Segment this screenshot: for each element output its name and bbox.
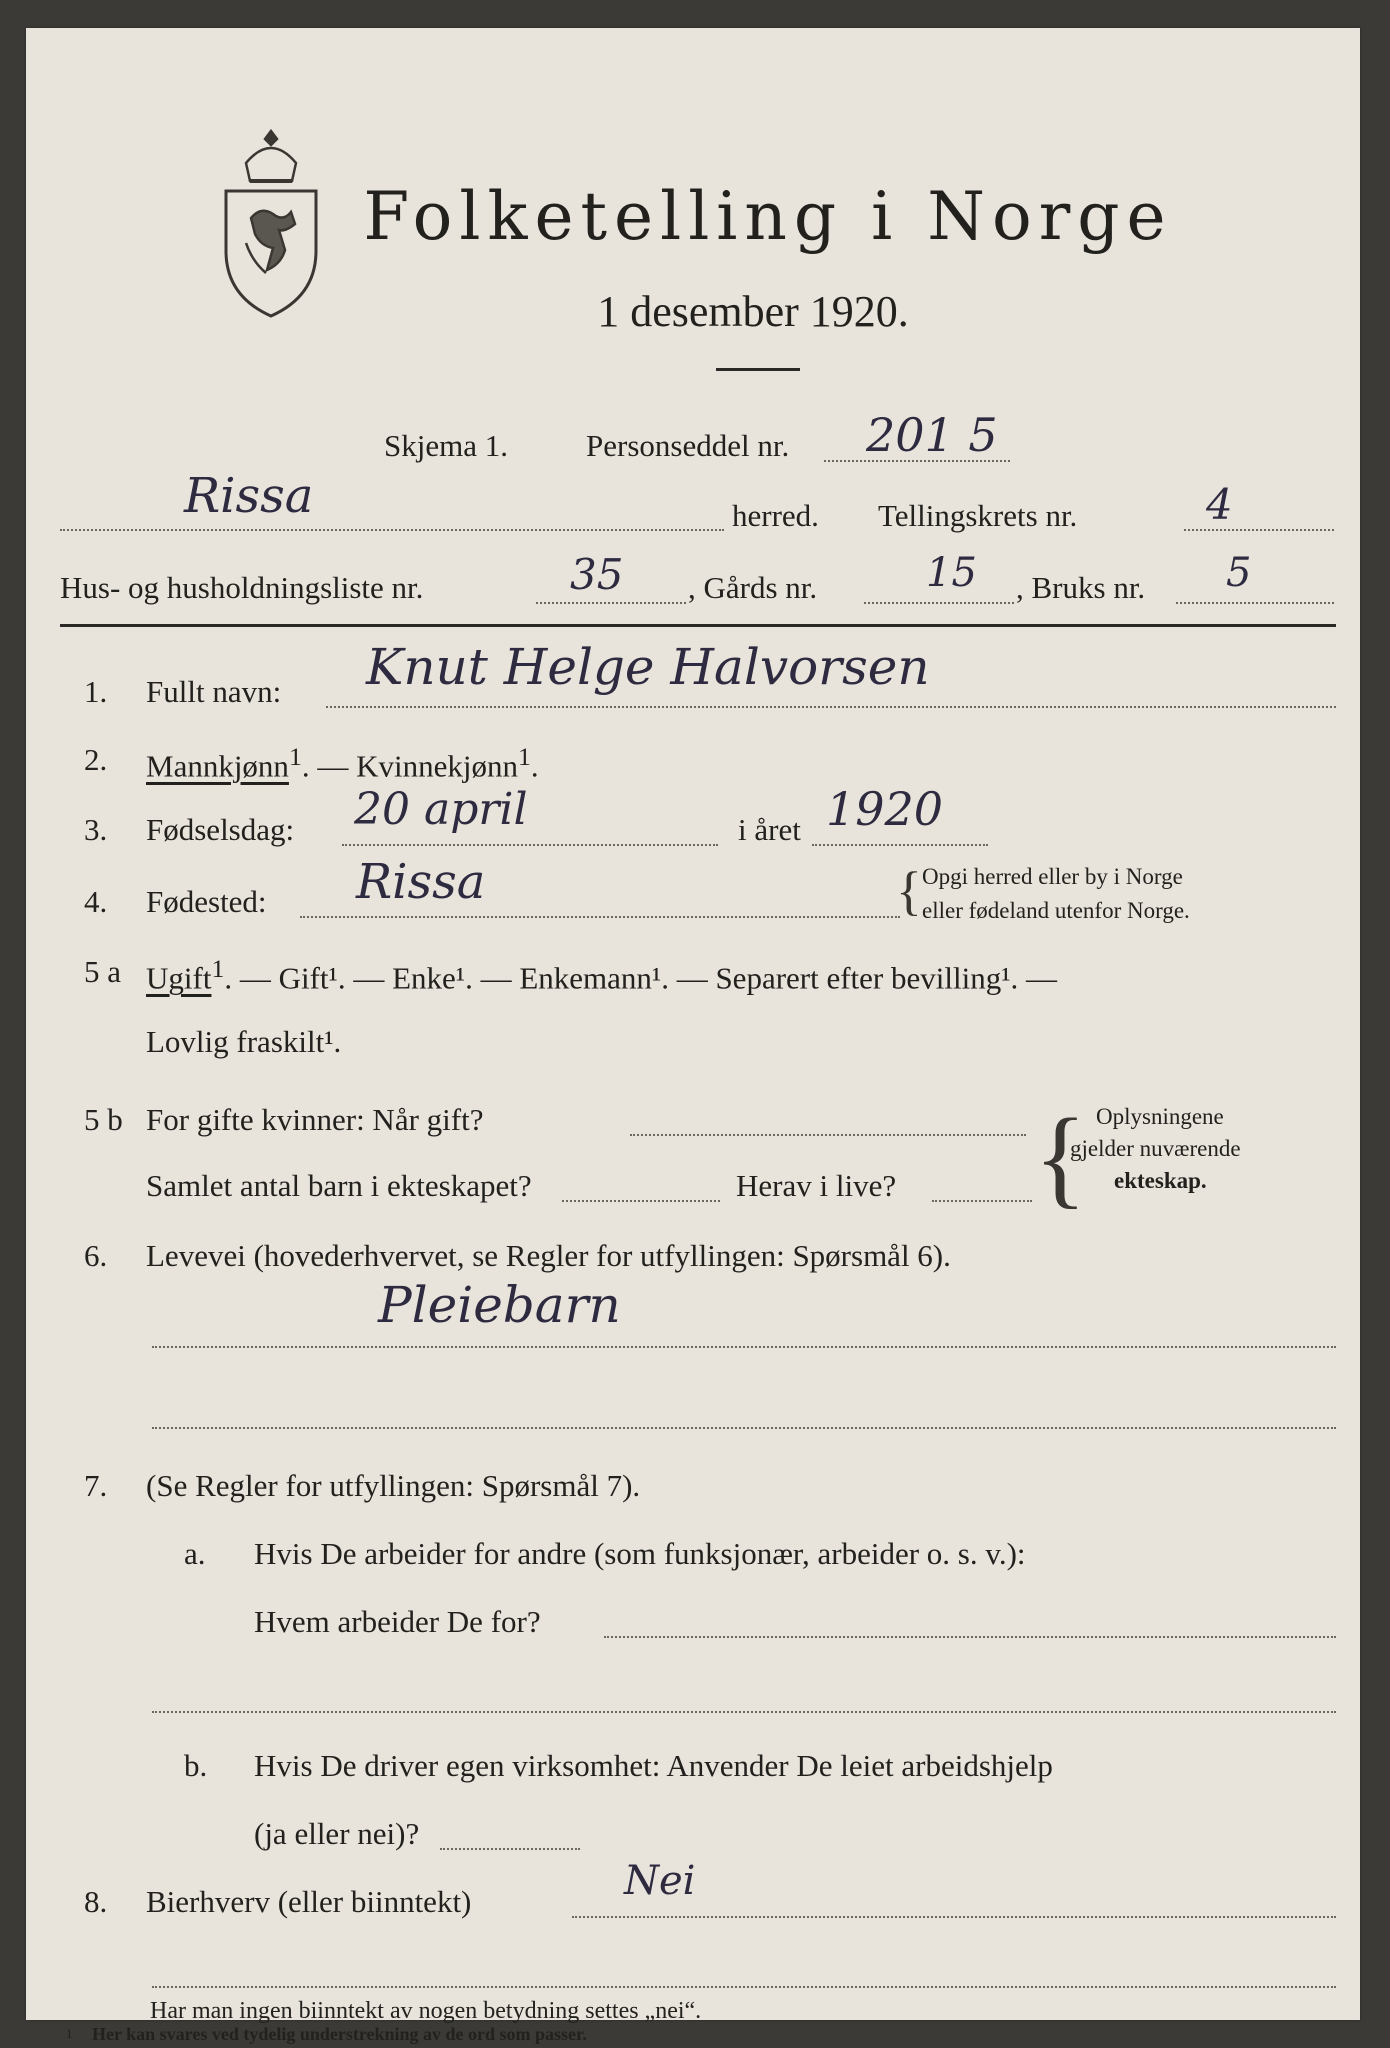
herred-label: herred. [732,498,819,533]
q3-year-field-line [812,844,988,846]
q5b-alive-line [932,1200,1032,1202]
q5b-children-label: Samlet antal barn i ekteskapet? [146,1168,532,1203]
q7-number: 7. [84,1468,108,1503]
q7-label: (Se Regler for utfyllingen: Spørsmål 7). [146,1468,641,1503]
hus-label: Hus- og husholdningsliste nr. [60,570,424,605]
q5a-other-options[interactable]: . — Gift¹. — Enke¹. — Enkemann¹. — Separert efter bevilling¹. — [224,960,1057,996]
q3-number: 3. [84,812,108,847]
q7a-employer-label: Hvem arbeider De for? [254,1604,541,1639]
q4-note-line1: Opgi herred eller by i Norge [922,864,1183,889]
q5b-alive-label: Herav i live? [736,1168,897,1203]
q5b-note-line3: ekteskap. [1114,1168,1207,1193]
q5a-fraskilt-option[interactable]: Lovlig fraskilt¹. [146,1024,342,1059]
herred-field-line [60,529,724,531]
tellingskrets-label: Tellingskrets nr. [878,498,1078,533]
q2-male-option[interactable]: Mannkjønn [146,748,289,784]
q6-field-line-1 [152,1346,1336,1348]
q6-number: 6. [84,1238,108,1273]
q4-field-line [300,916,900,918]
q4-label: Fødested: [146,884,267,919]
gards-label: , Gårds nr. [688,570,818,605]
q4-note-line2: eller fødeland utenfor Norge. [922,898,1190,923]
q5a-number: 5 a [84,954,122,989]
q3-year-value[interactable]: 1920 [826,782,944,836]
q3-day-field-line [342,844,718,846]
q7a-extra-line [152,1711,1336,1713]
q7a-text: Hvis De arbeider for andre (som funksjonær, arbeider o. s. v.): [254,1536,1026,1571]
footer-note: Har man ingen biinntekt av nogen betydning settes „nei“. [150,1998,702,2024]
q7a-employer-line [604,1636,1336,1638]
q2-gender-line: Mannkjønn$^1$. — Kvinnekjønn$^1$. [146,742,539,784]
title-divider [716,368,800,371]
header-divider [60,624,1336,627]
census-form-page: Folketelling i Norge 1 desember 1920. Skjema 1. Personseddel nr. 201 5 Rissa herred. Tellingskrets nr. 4 Hus- og husholdningsliste nr. 35 , Gårds nr. 15 , Bruks nr. 5 1. Fullt navn: Knut Helge Halvorsen 2. Mannkjønn$^1$. — Kvinnekjønn$^1$. 3. Fødselsdag: 20 april i året 1920 4. Fødested: Rissa { Opgi herred eller by i Norge eller fødeland utenfor Norge. 5 a Ugift$^1$. — Gift¹. — Enke¹. — Enkemann¹. — Separert efter bevilling¹. — Lovlig fraskilt¹. 5 b For gifte kvinner: Når gift? Samlet antal barn i ekteskapet? Herav i live? { Oplysningene gjelder nuværende ekteskap. 6. Levevei (hovederhvervet, se Regler for utfyllingen: Spørsmål 6). Pleiebarn 7. (Se Regler for utfyllingen: Spørsmål 7). a. Hvis De arbeider for andre (som funksjonær, arbeider o. s. v.): Hvem arbeider De for? b. Hvis De driver egen virksomhet: Anvender De leiet arbeidshjelp (ja eller nei)? 8. Bierhverv (eller biinntekt) Nei [26,28,1360,2020]
q1-label: Fullt navn: [146,674,282,709]
q7b-yes-no-label: (ja eller nei)? [254,1816,420,1851]
herred-value[interactable]: Rissa [184,468,314,524]
footnote-mark: 1 [66,2026,73,2041]
form-date: 1 desember 1920. [597,287,909,336]
tellingskrets-field-line [1184,529,1334,531]
q6-field-line-2 [152,1427,1336,1429]
bruks-value[interactable]: 5 [1226,550,1252,596]
q5b-note-line1: Oplysningene [1096,1104,1224,1129]
q5b-label: For gifte kvinner: Når gift? [146,1102,484,1137]
q1-number: 1. [84,674,108,709]
gards-value[interactable]: 15 [926,550,977,596]
q2-number: 2. [84,742,108,777]
q5b-number: 5 b [84,1102,123,1137]
personseddel-label: Personseddel nr. [586,428,790,463]
q1-field-line [326,706,1336,708]
q3-birthday-value[interactable]: 20 april [354,784,528,835]
q7a-letter: a. [184,1536,206,1571]
q1-full-name-value[interactable]: Knut Helge Halvorsen [366,638,930,696]
q2-female-option[interactable]: . — Kvinnekjønn [301,748,518,784]
hus-field-line [536,602,686,604]
personseddel-value[interactable]: 201 5 [866,408,998,462]
q5a-marital-line: Ugift$^1$. — Gift¹. — Enke¹. — Enkemann¹. — Separert efter bevilling¹. — [146,954,1057,996]
q8-extra-line [152,1986,1336,1988]
q6-label: Levevei (hovederhvervet, se Regler for utfyllingen: Spørsmål 6). [146,1238,951,1273]
footnote-text: Her kan svares ved tydelig understrekning av de ord som passer. [92,2024,587,2044]
tellingskrets-value[interactable]: 4 [1206,480,1233,529]
form-title: Folketelling i Norge [363,178,1173,255]
q3-label: Fødselsdag: [146,812,295,847]
q6-occupation-value[interactable]: Pleiebarn [378,1276,621,1334]
q5b-note-line2: gjelder nuværende [1070,1136,1241,1161]
q7b-text: Hvis De driver egen virksomhet: Anvender De leiet arbeidshjelp [254,1748,1053,1783]
q8-field-line [572,1916,1336,1918]
q4-number: 4. [84,884,108,919]
q7b-letter: b. [184,1748,208,1783]
q5a-ugift-option[interactable]: Ugift [146,960,212,996]
q4-birthplace-value[interactable]: Rissa [356,854,486,910]
bruks-field-line [1176,602,1334,604]
bruks-label: , Bruks nr. [1016,570,1146,605]
q3-year-label: i året [738,812,801,847]
q7b-yes-no-line [440,1848,580,1850]
q5b-children-line [562,1200,720,1202]
hus-value[interactable]: 35 [570,550,624,599]
q8-side-income-value[interactable]: Nei [624,1858,696,1904]
q5b-when-married-line [630,1134,1026,1136]
q8-number: 8. [84,1884,108,1919]
gards-field-line [864,602,1014,604]
q8-label: Bierhverv (eller biinntekt) [146,1884,472,1919]
skjema-label: Skjema 1. [384,428,508,463]
